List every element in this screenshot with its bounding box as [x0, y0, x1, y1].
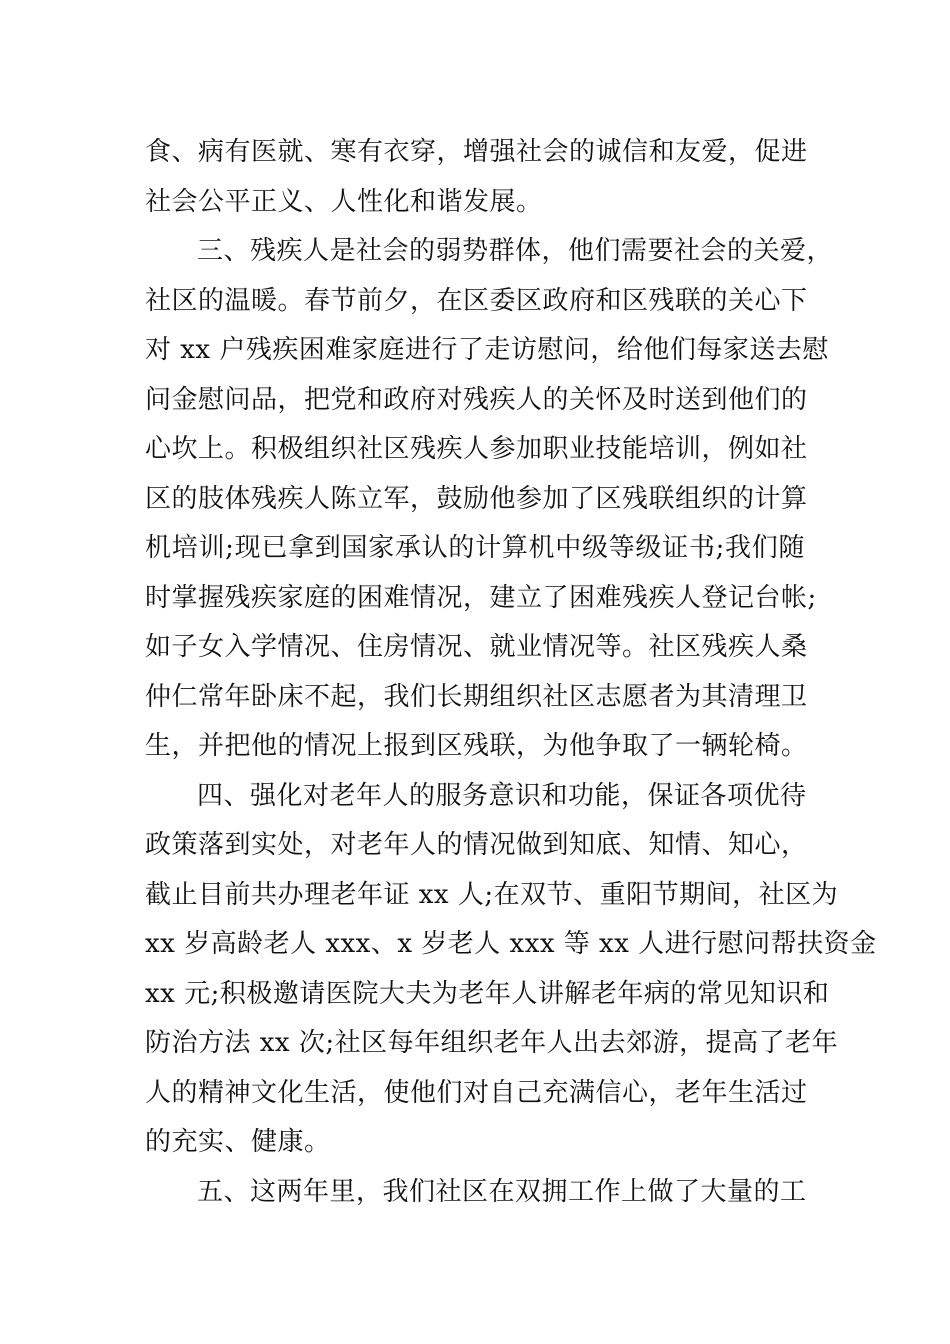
text-line: 防治方法 xx 次;社区每年组织老年人出去郊游，提高了老年: [145, 1028, 839, 1058]
text-line: 时掌握残疾家庭的困难情况，建立了困难残疾人登记台帐;: [145, 582, 817, 613]
text-line: 仲仁常年卧床不起，我们长期组织社区志愿者为其清理卫: [145, 681, 808, 712]
text-line: 截止目前共办理老年证 xx 人;在双节、重阳节期间，社区为: [145, 879, 839, 910]
text-line: xx 元;积极邀请医院大夫为老年人讲解老年病的常见知识和: [145, 978, 830, 1009]
paragraph-start-line: 三、残疾人是社会的弱势群体，他们需要社会的关爱，: [197, 236, 834, 266]
text-line: 社会公平正义、人性化和谐发展。: [145, 186, 543, 217]
text-line: 政策落到实处，对老年人的情况做到知底、知情、知心，: [145, 830, 808, 860]
text-line: xx 岁高龄老人 xxx、x 岁老人 xxx 等 xx 人进行慰问帮扶资金: [145, 929, 877, 959]
text-line: 对 xx 户残疾困难家庭进行了走访慰问，给他们每家送去慰: [145, 335, 829, 365]
text-line: 机培训;现已拿到国家承认的计算机中级等级证书;我们随: [145, 533, 805, 563]
text-line: 问金慰问品，把党和政府对残疾人的关怀及时送到他们的: [145, 384, 808, 415]
text-line: 的充实、健康。: [145, 1127, 331, 1157]
document-body: [145, 128, 877, 1217]
text-line: 生，并把他的情况上报到区残联，为他争取了一辆轮椅。: [145, 731, 808, 761]
text-line: 食、病有医就、寒有衣穿，增强社会的诚信和友爱，促进: [145, 137, 808, 167]
paragraph-start-line: 五、这两年里，我们社区在双拥工作上做了大量的工: [197, 1176, 807, 1207]
text-line: 区的肢体残疾人陈立军，鼓励他参加了区残联组织的计算: [145, 483, 808, 514]
text-line: 心坎上。积极组织社区残疾人参加职业技能培训，例如社: [145, 434, 808, 464]
paragraph-start-line: 四、强化对老年人的服务意识和功能，保证各项优待: [197, 780, 807, 811]
text-line: 如子女入学情况、住房情况、就业情况等。社区残疾人桑: [145, 632, 808, 662]
text-line: 社区的温暖。春节前夕，在区委区政府和区残联的关心下: [145, 285, 808, 316]
text-line: 人的精神文化生活，使他们对自己充满信心，老年生活过: [145, 1077, 808, 1108]
